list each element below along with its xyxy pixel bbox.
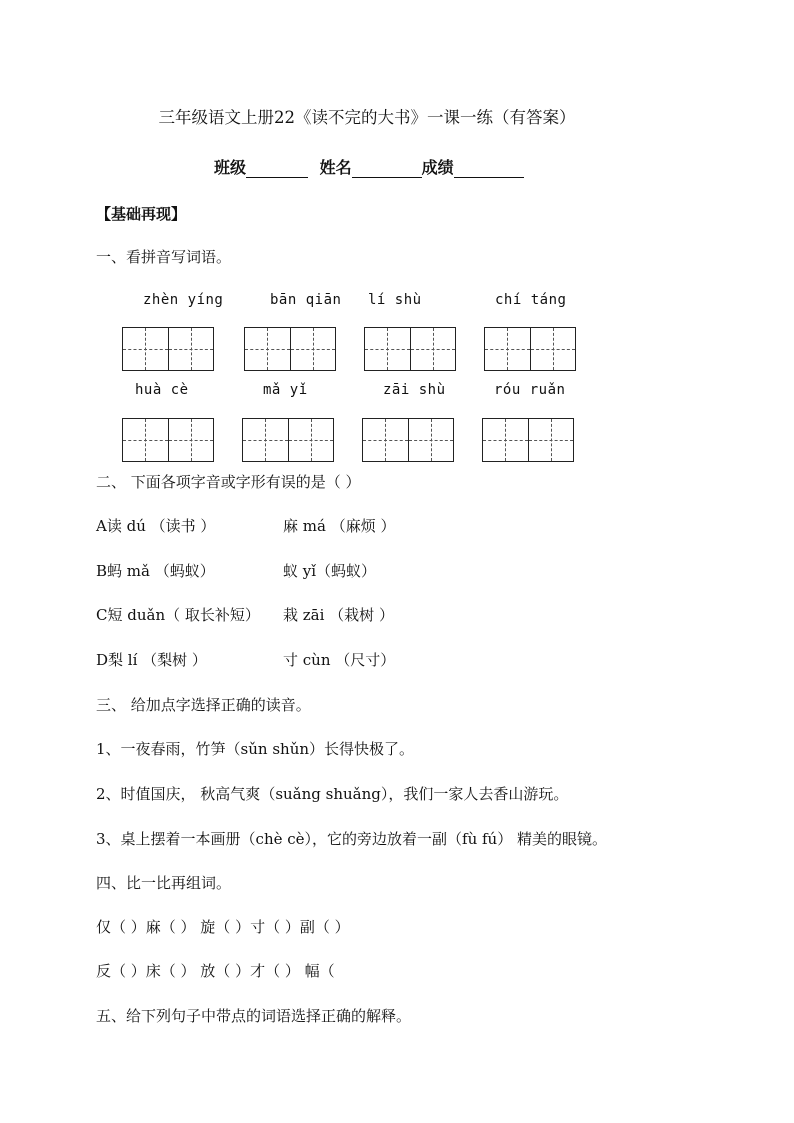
- section-basic: 【基础再现】: [96, 205, 187, 223]
- pinyin-5: huà cè: [135, 382, 189, 398]
- student-info-line: [214, 155, 524, 178]
- q2-option-a-right: 麻 má （麻烦 ）: [283, 517, 396, 535]
- score-label: 成绩: [421, 158, 454, 177]
- writing-grid[interactable]: [122, 327, 214, 371]
- writing-grid[interactable]: [122, 418, 214, 462]
- q1-heading: 一、看拼音写词语。: [96, 248, 232, 266]
- q2-option-b-right: 蚁 yǐ（蚂蚁）: [283, 562, 377, 580]
- pinyin-3: lí shù: [368, 292, 422, 308]
- writing-grid[interactable]: [482, 418, 574, 462]
- name-label: 姓名: [319, 158, 352, 177]
- writing-grid[interactable]: [242, 418, 334, 462]
- q3-item-3: 3、桌上摆着一本画册（chè cè），它的旁边放着一副（fù fú） 精美的眼镜。: [96, 830, 607, 848]
- page-title: 三年级语文上册22《读不完的大书》一课一练（有答案）: [158, 108, 576, 127]
- pinyin-1: zhèn yíng: [143, 292, 224, 308]
- score-blank: [454, 160, 524, 178]
- q2-option-a-left: A读 dú （读书 ）: [96, 517, 216, 535]
- q2-option-c-left: C短 duǎn（ 取长补短）: [96, 606, 260, 624]
- pinyin-7: zāi shù: [383, 382, 446, 398]
- class-label: 班级: [214, 158, 247, 177]
- q4-row-1: 仅（ ）麻（ ） 旋（ ）寸（ ）副（ ）: [96, 918, 350, 936]
- writing-grid[interactable]: [362, 418, 454, 462]
- q5-heading: 五、给下列句子中带点的词语选择正确的解释。: [96, 1007, 412, 1025]
- pinyin-4: chí táng: [495, 292, 567, 308]
- q2-option-d-right: 寸 cùn （尺寸）: [283, 651, 396, 669]
- writing-grid[interactable]: [364, 327, 456, 371]
- pinyin-6: mǎ yǐ: [263, 382, 308, 398]
- q2-option-b-left: B蚂 mǎ （蚂蚁）: [96, 562, 215, 580]
- class-blank: [246, 160, 308, 178]
- q4-row-2: 反（ ）床（ ） 放（ ）才（ ） 幅（: [96, 962, 335, 980]
- q3-item-2: 2、时值国庆， 秋高气爽（suǎng shuǎng），我们一家人去香山游玩。: [96, 785, 569, 803]
- q2-option-c-right: 栽 zāi （栽树 ）: [283, 606, 394, 624]
- q3-heading: 三、 给加点字选择正确的读音。: [96, 696, 311, 714]
- pinyin-8: róu ruǎn: [494, 382, 566, 398]
- q4-heading: 四、比一比再组词。: [96, 874, 232, 892]
- writing-grid[interactable]: [244, 327, 336, 371]
- pinyin-2: bān qiān: [270, 292, 342, 308]
- q2-heading: 二、 下面各项字音或字形有误的是（ ）: [96, 473, 361, 491]
- q2-option-d-left: D梨 lí （梨树 ）: [96, 651, 207, 669]
- name-blank: [352, 160, 422, 178]
- writing-grid[interactable]: [484, 327, 576, 371]
- q3-item-1: 1、一夜春雨，竹笋（sǔn shǔn）长得快极了。: [96, 740, 415, 758]
